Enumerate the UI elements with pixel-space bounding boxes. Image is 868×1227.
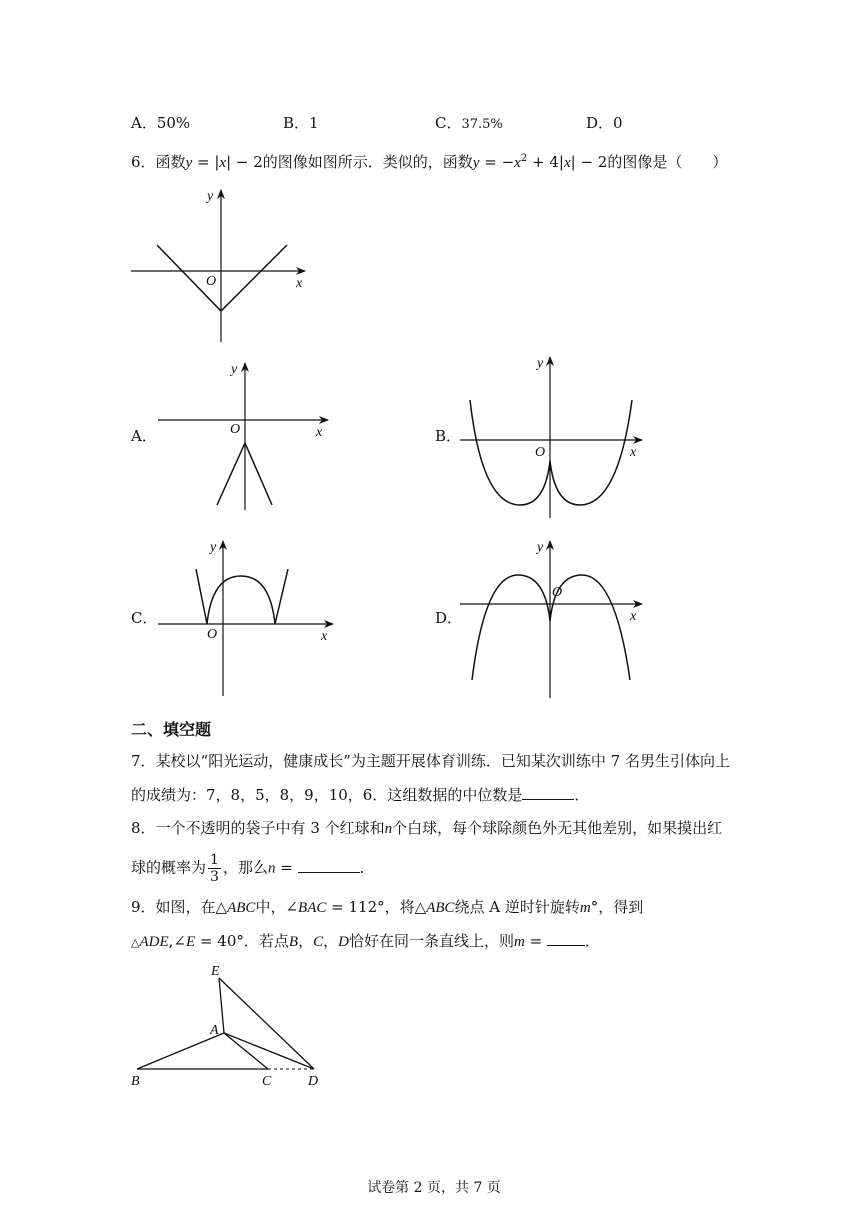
- q7-line2: [131, 785, 589, 805]
- q6-number: 6．: [131, 153, 156, 171]
- q8-line1: [131, 818, 722, 839]
- q6-d-origin: O: [552, 585, 563, 600]
- q8-eq: =: [275, 858, 298, 877]
- q5-option-c-text: 37.5%: [461, 117, 503, 132]
- q6-f2-abs: x: [563, 155, 571, 171]
- q9-c: C: [313, 934, 324, 950]
- q9-l1e: ，得到: [598, 898, 644, 916]
- q9-l1b: 中，: [255, 898, 286, 916]
- q8-line2a: 球的概率为: [131, 858, 207, 877]
- q6-a-x-label: x: [316, 425, 323, 440]
- q7-line2-text: 的成绩为：7，8，5，8，9，10，6．这组数据的中位数是: [131, 786, 523, 804]
- q9-m2: m: [513, 934, 525, 950]
- q6-f1-tail: − 2: [231, 153, 263, 171]
- q9-l1a: 9．如图，在: [131, 898, 216, 916]
- q9-segment-ad: [224, 1033, 314, 1069]
- q5-option-d-text: 0: [613, 114, 623, 132]
- q9-figure: [125, 958, 335, 1088]
- q9-label-d: D: [308, 1074, 319, 1089]
- q8-n: n: [267, 860, 276, 877]
- q5-option-d: [586, 113, 623, 133]
- q6-b-y-label: y: [537, 356, 544, 371]
- q9-ade: ADE: [139, 934, 169, 950]
- q5-option-b-letter: B．: [283, 114, 310, 132]
- q9-sep-1: ，: [298, 932, 314, 950]
- q9-eq40: = 40°: [195, 932, 244, 950]
- q9-segment-ae: [219, 978, 224, 1033]
- q9-abc2: ABC: [426, 900, 455, 916]
- q6-f1-y: y: [185, 155, 193, 171]
- q8-end: ．: [359, 858, 375, 877]
- q9-eq112: = 112°: [326, 898, 385, 916]
- q9-e: E: [186, 934, 196, 950]
- q6-c-curve: [196, 569, 288, 624]
- q6-a-origin: O: [230, 422, 241, 437]
- q9-bac: BAC: [298, 900, 327, 916]
- q8-fraction-num: 1: [210, 852, 219, 868]
- q6-f2-tail: − 2: [575, 153, 608, 171]
- q6-example-x-label: x: [296, 276, 303, 291]
- q8-fraction-den: 3: [210, 869, 219, 885]
- q6-c-origin: O: [207, 627, 218, 642]
- q9-segment-ac: [224, 1033, 268, 1069]
- q9-segment-ed: [219, 978, 314, 1069]
- q7-end: ．: [574, 786, 590, 804]
- q6-f2-y: y: [472, 155, 480, 171]
- q9-tri-3: △: [131, 936, 140, 949]
- q9-line1: [131, 897, 643, 918]
- q5-option-b-text: 1: [309, 114, 319, 132]
- q9-l1c: ，将: [384, 898, 415, 916]
- q8-fraction: [208, 852, 221, 885]
- q8-line2: [131, 852, 375, 885]
- q6-example-origin: O: [206, 274, 217, 289]
- q9-l1d: 绕点 A 逆时针旋转: [454, 898, 580, 916]
- q9-comma: ,: [168, 932, 174, 950]
- q5-option-a-letter: A．: [131, 114, 157, 132]
- q9-answer-blank: [547, 931, 585, 946]
- q6-f2-x: x: [514, 155, 521, 171]
- q6-option-b-label: B．: [435, 427, 462, 445]
- q6-f2-plus: + 4: [527, 153, 559, 171]
- q6-f2-eq: = −: [479, 153, 515, 171]
- q8-line1b: 个白球，每个球除颜色外无其他差别，如果摸出红: [392, 819, 723, 837]
- q6-example-graph: [125, 180, 325, 350]
- q6-example-curve: [157, 245, 287, 311]
- q5-option-a: [131, 113, 190, 133]
- section-title: 二、填空题: [131, 720, 212, 739]
- q6-option-c-label: C．: [131, 609, 158, 627]
- q5-option-d-letter: D．: [586, 114, 614, 132]
- q6-c-y-label: y: [210, 540, 217, 555]
- q8-line2b: ，那么: [222, 858, 268, 877]
- q6-d-y-label: y: [537, 540, 544, 555]
- q9-label-c: C: [262, 1074, 272, 1089]
- q9-abc: ABC: [227, 900, 256, 916]
- page-footer: 试卷第 2 页，共 7 页: [367, 1180, 501, 1196]
- q6-a-y-label: y: [231, 362, 238, 377]
- q9-b: B: [288, 934, 299, 950]
- q6-option-a-label: A．: [131, 427, 157, 445]
- q6-lead: 函数: [155, 153, 186, 171]
- q9-label-e: E: [211, 964, 220, 979]
- q6-stem: 6．函数y = |x| − 2的图像如图所示．类似的，函数$y = -x^2 + 4|x| - 2$的图像是（ ）: [131, 153, 728, 171]
- q6-example-y-label: y: [207, 189, 214, 204]
- q7-answer-blank: [522, 785, 574, 800]
- q8-answer-blank: [298, 858, 360, 873]
- q6-option-c-graph: [150, 535, 340, 705]
- q6-end: 的图像是（ ）: [607, 153, 728, 171]
- q6-option-d-label: D．: [435, 609, 463, 627]
- q9-m: m: [579, 900, 591, 916]
- q9-sep-2: ，: [323, 932, 339, 950]
- q9-label-a: A: [210, 1023, 219, 1038]
- q6-d-curve: [472, 575, 630, 680]
- q9-l2b: ．若点: [243, 932, 289, 950]
- q5-option-b: [283, 113, 319, 133]
- q7-line1: 7．某校以“阳光运动，健康成长”为主题开展体育训练．已知某次训练中 7 名男生引体向上: [131, 752, 730, 770]
- q6-option-a-graph: [150, 355, 340, 520]
- q8-line1a: 8．一个不透明的袋子中有 3 个红球和: [131, 819, 385, 837]
- q9-tri-2: △: [414, 898, 427, 916]
- q9-segment-ab: [137, 1033, 224, 1069]
- q6-b-origin: O: [535, 445, 546, 460]
- q8-var-n: n: [384, 821, 393, 837]
- q9-deg: °: [590, 898, 599, 916]
- q9-label-b: B: [131, 1074, 140, 1089]
- q6-c-x-label: x: [321, 629, 328, 644]
- q6-b-x-label: x: [630, 445, 637, 460]
- q6-d-x-label: x: [630, 609, 637, 624]
- q6-b-curve: [470, 400, 632, 505]
- q9-end: ．: [584, 932, 600, 950]
- q6-f1-x: x: [219, 155, 227, 171]
- q6-option-d-graph: [455, 535, 650, 705]
- q6-f1-eq: =: [192, 153, 215, 171]
- q5-option-c-letter: C．: [435, 114, 462, 132]
- q6-f2-sup: 2: [520, 153, 528, 164]
- q6-mid: 的图像如图所示．类似的，函数: [262, 153, 473, 171]
- q9-line2: △ADE,∠E = 40°．若点B，C，D恰好在同一条直线上，则m = ．: [131, 932, 600, 950]
- q9-l2c: 恰好在同一条直线上，则: [348, 932, 514, 950]
- q9-tri-1: △: [215, 898, 228, 916]
- q9-d: D: [338, 934, 349, 950]
- q9-angle-2: ∠: [173, 932, 186, 950]
- q6-option-b-graph: [455, 350, 650, 525]
- q9-angle-1: ∠: [285, 898, 299, 916]
- q5-option-c: [435, 113, 503, 135]
- q5-option-a-text: 50%: [156, 114, 191, 132]
